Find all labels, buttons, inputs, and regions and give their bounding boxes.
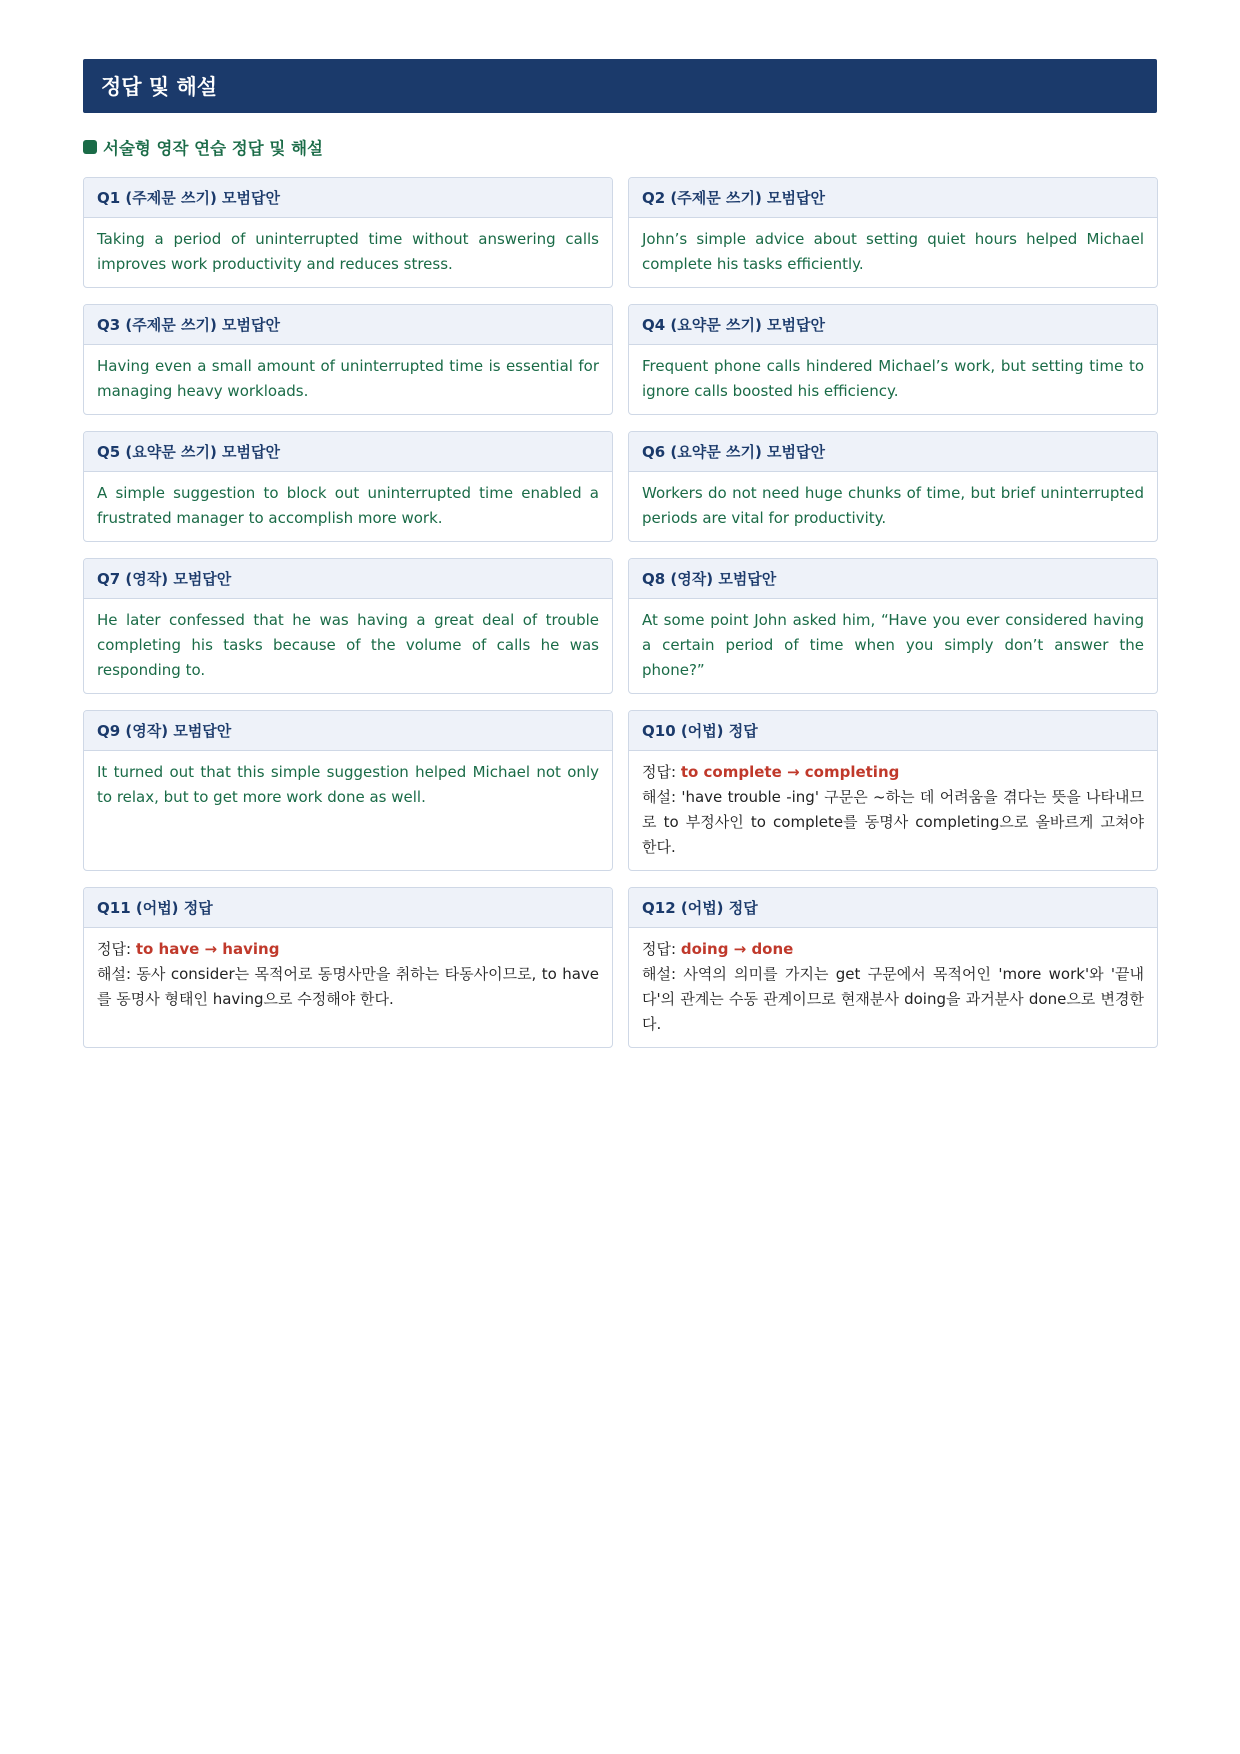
answer-label: 정답: [642,940,677,958]
answer-card-q6 [628,431,1158,542]
correct-answer: to complete → completing [680,763,900,781]
model-answer: At some point John asked him, “Have you ever considered having a certain period of time when you simply don’t answer the phone?” [642,611,1144,679]
card-title: Q9 (영작) 모범답안 [84,711,612,751]
correct-answer-line [642,937,1144,962]
answer-card-q4 [628,304,1158,415]
answer-label: 정답: [642,763,677,781]
correct-answer-line [97,937,599,962]
card-title: Q1 (주제문 쓰기) 모범답안 [84,178,612,218]
section-heading [83,135,1157,159]
section-marker-icon [83,140,97,154]
section-title: 서술형 영작 연습 정답 및 해설 [103,139,323,158]
explanation: 해설: 사역의 의미를 가지는 get 구문에서 목적어인 'more work'와 '끝내다'의 관계는 수동 관계이므로 현재분사 doing을 과거분사 done으로 변경한다. [642,965,1144,1033]
card-title: Q8 (영작) 모범답안 [629,559,1157,599]
answer-card-q8 [628,558,1158,694]
page-title-bar [83,59,1157,113]
card-title: Q10 (어법) 정답 [629,711,1157,751]
model-answer: It turned out that this simple suggestion helped Michael not only to relax, but to get more work done as well. [97,763,599,806]
card-title: Q4 (요약문 쓰기) 모범답안 [629,305,1157,345]
model-answer: Workers do not need huge chunks of time, but brief uninterrupted periods are vital for productivity. [642,484,1144,527]
model-answer: He later confessed that he was having a great deal of trouble completing his tasks because of the volume of calls he was responding to. [97,611,599,679]
page-title: 정답 및 해설 [101,75,218,99]
card-title: Q11 (어법) 정답 [84,888,612,928]
card-title: Q6 (요약문 쓰기) 모범답안 [629,432,1157,472]
explanation: 해설: 동사 consider는 목적어로 동명사만을 취하는 타동사이므로, to have를 동명사 형태인 having으로 수정해야 한다. [97,965,599,1008]
answer-card-q3 [83,304,613,415]
answer-card-q11 [83,887,613,1048]
model-answer: Taking a period of uninterrupted time without answering calls improves work productivity and reduces stress. [97,230,599,273]
answer-card-q9 [83,710,613,871]
card-title: Q2 (주제문 쓰기) 모범답안 [629,178,1157,218]
model-answer: Having even a small amount of uninterrupted time is essential for managing heavy workloads. [97,357,599,400]
model-answer: Frequent phone calls hindered Michael’s work, but setting time to ignore calls boosted his efficiency. [642,357,1144,400]
answer-sheet-page [83,59,1157,1048]
card-title: Q5 (요약문 쓰기) 모범답안 [84,432,612,472]
card-title: Q7 (영작) 모범답안 [84,559,612,599]
answer-label: 정답: [97,940,132,958]
answer-card-q5 [83,431,613,542]
answer-card-q2 [628,177,1158,288]
answer-grid [83,177,1157,1048]
explanation: 해설: 'have trouble -ing' 구문은 ~하는 데 어려움을 겪다는 뜻을 나타내므로 to 부정사인 to complete를 동명사 completing으로 올바르게 고쳐야 한다. [642,788,1144,856]
correct-answer-line [642,760,1144,785]
correct-answer: doing → done [680,940,794,958]
card-title: Q12 (어법) 정답 [629,888,1157,928]
answer-card-q1 [83,177,613,288]
correct-answer: to have → having [135,940,280,958]
answer-card-q10 [628,710,1158,871]
answer-card-q7 [83,558,613,694]
model-answer: A simple suggestion to block out uninterrupted time enabled a frustrated manager to accomplish more work. [97,484,599,527]
card-title: Q3 (주제문 쓰기) 모범답안 [84,305,612,345]
model-answer: John’s simple advice about setting quiet hours helped Michael complete his tasks efficiently. [642,230,1144,273]
answer-card-q12 [628,887,1158,1048]
